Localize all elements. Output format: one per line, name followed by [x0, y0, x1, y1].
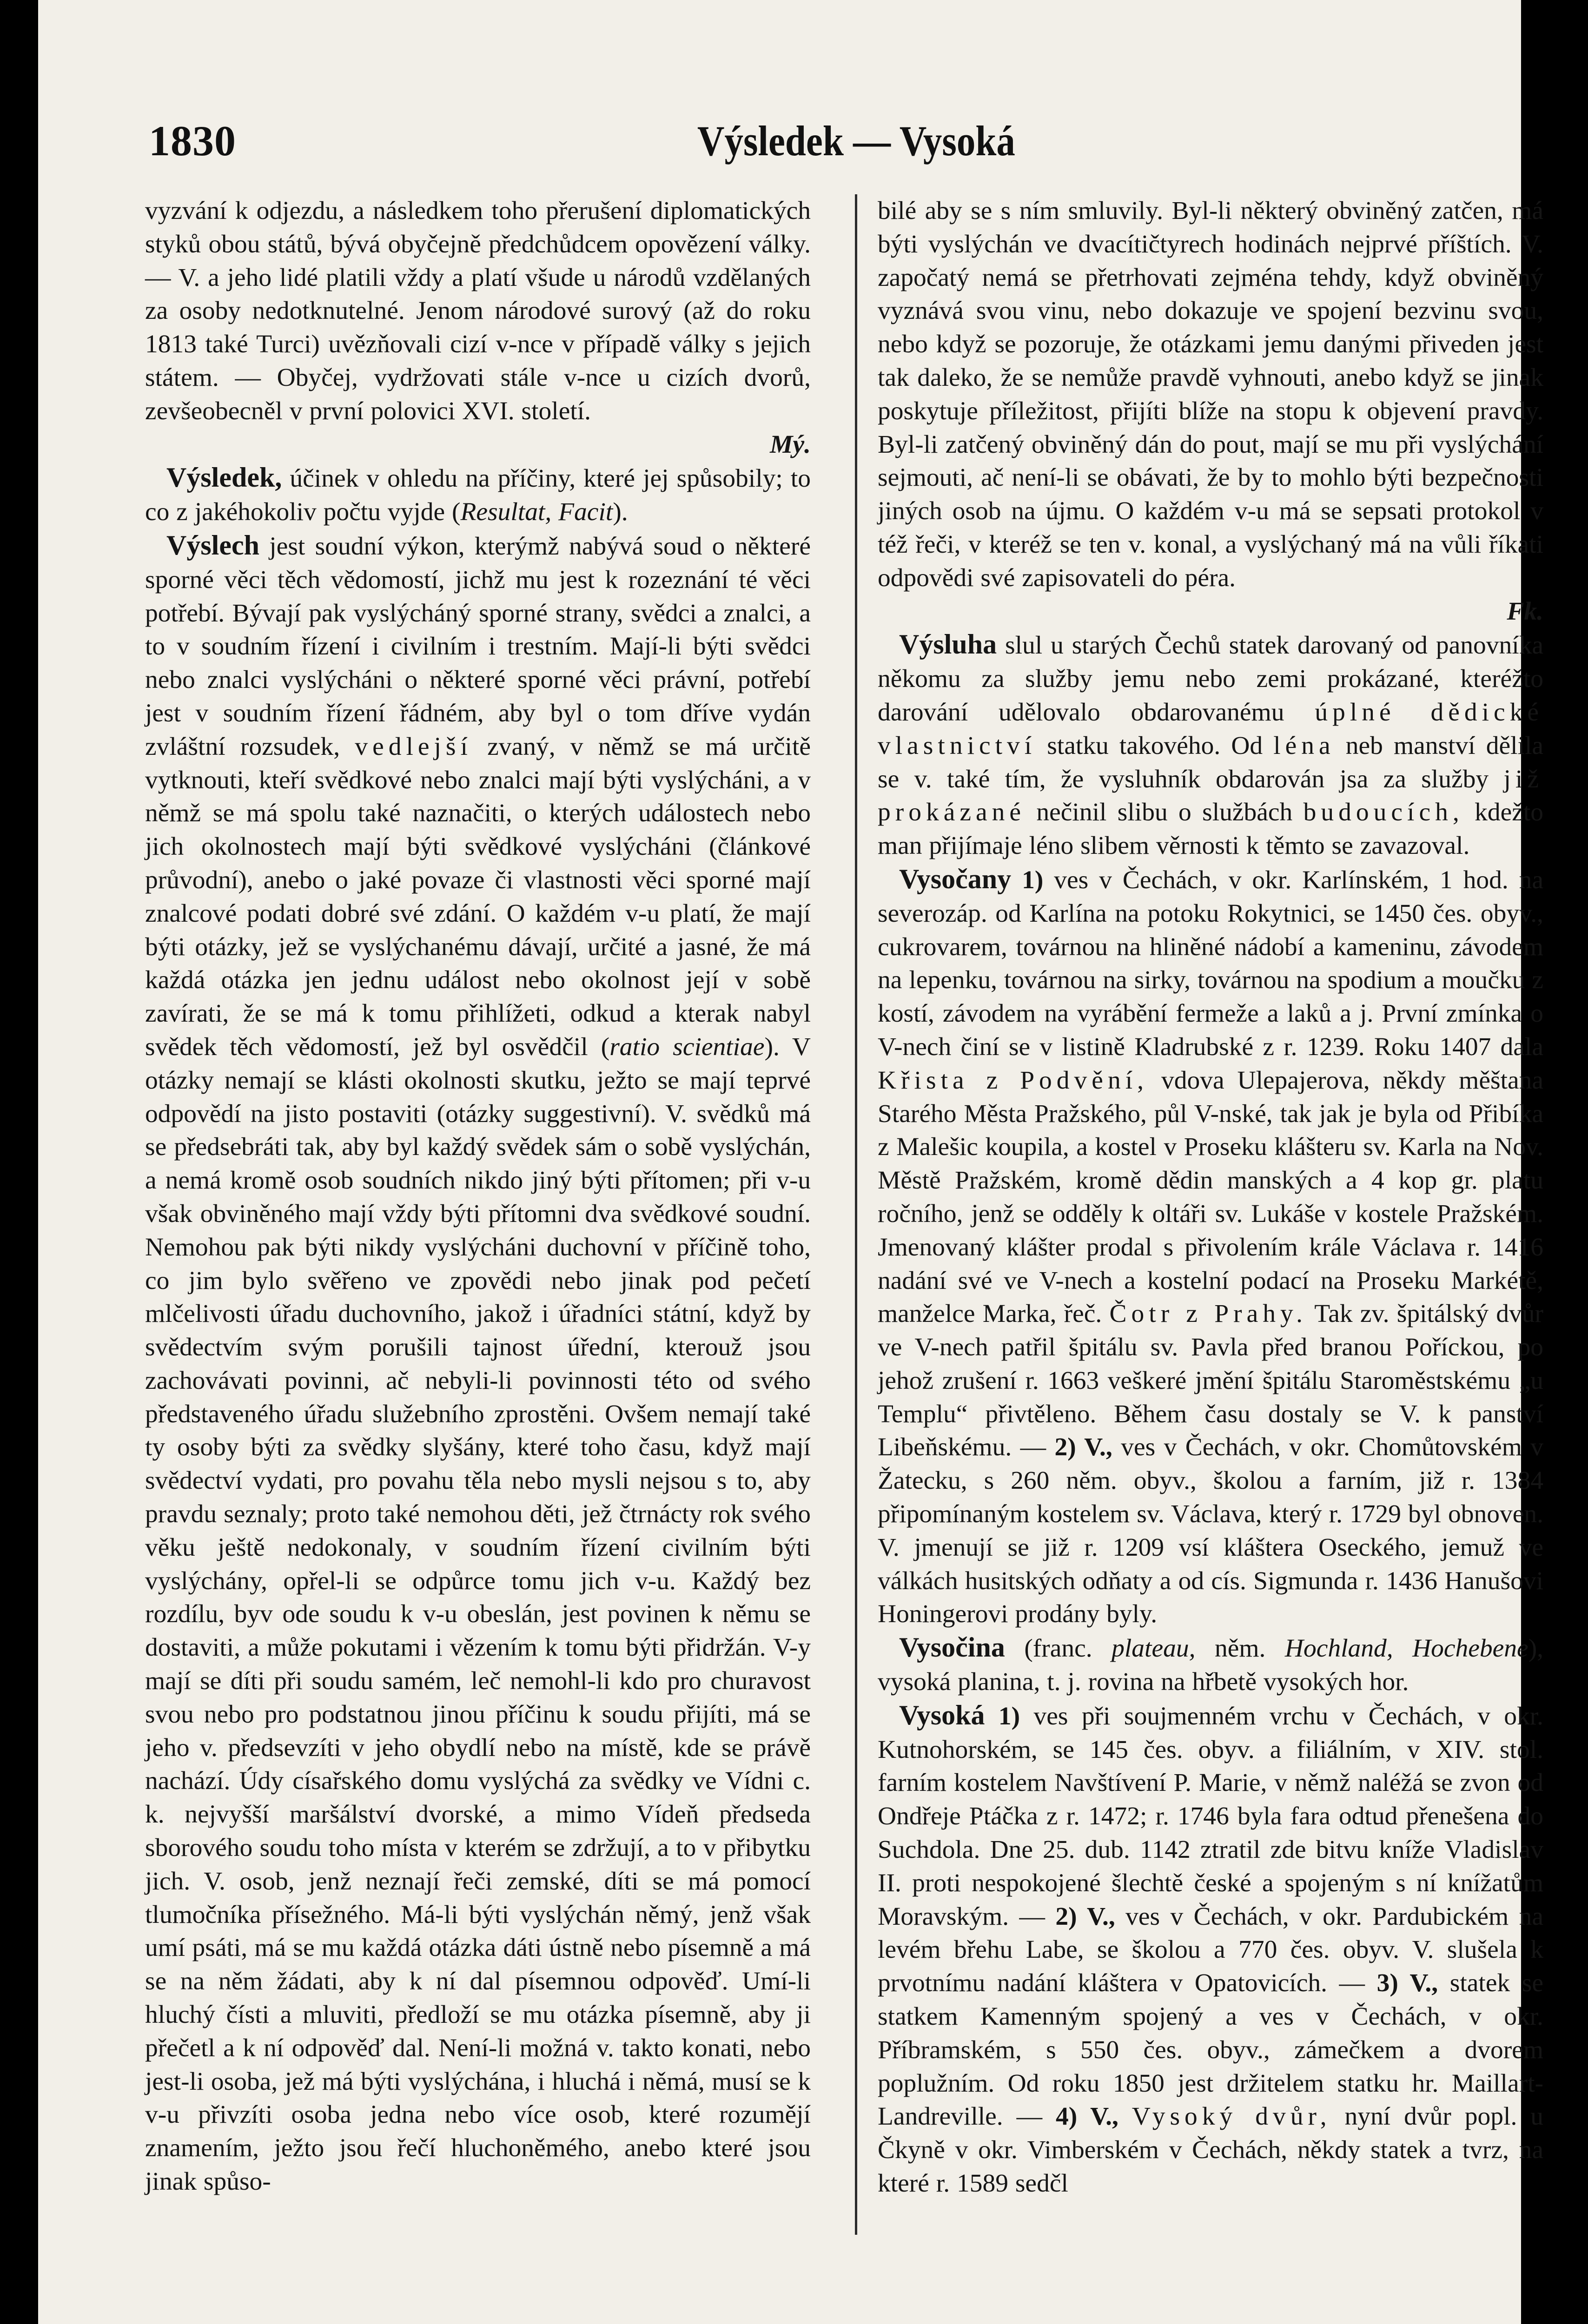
- entry-vyslech: [145, 529, 811, 2199]
- entry-text: bilé aby se s ním smluvily. Byl-li některý obviněný zatčen, má býti vyslýchán ve dvacítičtyrech hodinách nejprvé příštích. V. započatý nemá se přetrhovati zejména tehdy, když obviněný vyznává svou vinu, nebo dokazuje ve spojení bezvinu svou, nebo když se pozoruje, že otázkami jemu danými přiveden jest tak daleko, že se nemůže pravdě vyhnouti, anebo když se jinak poskytuje příležitost, přijíti blíže na stopu k objevení pravdy. Byl-li zatčený obviněný dán do pout, mají se mu při vyslýchání sejmouti, ač není-li se obávati, že by to mohlo býti bezpečnosti jiných osob na újmu. O každém v-u má se sepsati protokol v též řeči, v kteréž se ten v. konal, a vyslýchaný má na vůli říkati odpovědi své zapisovateli do péra.: [878, 197, 1543, 592]
- right-column: [878, 194, 1543, 2200]
- headword: Výslech: [166, 529, 259, 561]
- foreign-term: ratio scientiae: [609, 1032, 765, 1061]
- entry-text: něm.: [1214, 1634, 1266, 1663]
- entry-vysocany: [878, 863, 1543, 1631]
- entry-text: ).: [613, 498, 628, 527]
- scan-left-border: [0, 0, 38, 2324]
- running-title: Výsledek — Vysoká: [697, 117, 1015, 165]
- entry-continuation: [878, 194, 1543, 628]
- headword: Výsluha: [899, 629, 997, 660]
- entry-text: neb manství dělila se v. také tím, že vysluhník obdarován jsa za služby: [878, 731, 1544, 793]
- spaced-emphasis: budoucích,: [1303, 798, 1464, 827]
- entry-text: ). V otázky nemají se klásti okolnosti skutku, ježto se mají teprvé odpovědí na jisto postaviti (otázky suggestivní). V. svědků má se předsebráti tak, aby byl každý svědek sám o sobě vyslýchán, a nemá kromě osob soudních nikdo jiný býti přítomen; při v-u však obviněného mají vždy býti přítomni dva svědkové soudní. Nemohou pak býti nikdy vyslýcháni duchovní v příčině toho, co jim bylo svěřeno ve zpovědi nebo jinak pod pečetí mlčelivosti úřadu duchovního, jakož i úřadníci státní, když by svědectvím svým porušili tajnost úřední, kterouž jsou zachovávati povinni, ač nebyli-li povinnosti této od svého představeného úřadu služebního zprostěni. Ovšem nemají také ty osoby býti za svědky slyšány, které toho času, když mají svědectví vydati, pro povahu těla nebo mysli nejsou s to, aby pravdu seznaly; proto také nemohou děti, jež čtrnácty rok svého věku ještě nedokonaly, v soudním řízení civilním býti vyslýchány, opřel-li se odpůrce tomu jich v-u. Každý bez rozdílu, byv ode soudu k v-u obeslán, jest povinen k němu se dostaviti, a může pokutami i vězením k tomu býti přidržán. V-y mají se díti při soudu samém, leč nemohl-li kdo pro churavost svou nebo pro podstatnou jinou příčinu k soudu přijíti, má se jeho v. předsevzíti v jeho obydlí nebo na místě, kde se právě nachází. Údy císařského domu vyslýchá za svědky ve Vídni c. k. nejvyšší maršálství dvorské, a mimo Vídeň předseda sborového soudu toho místa v kterém se zdržují, a to v přibytku jich. V. osob, jenž neznají řeči zemské, díti se má pomocí tlumočníka přísežného. Má-li býti vyslýchán němý, jenž však umí psáti, má se mu každá otázka dáti ústně nebo písemně a má se na něm žádati, aby k ní dal písemnou odpověď. Umí-li hluchý čísti a mluviti, předloží se mu otázka písemně, aby ji přečetl a k ní odpověď dal. Není-li možná v. takto konati, nebo jest-li osoba, jež má býti vyslýchána, i hluchá i němá, musí se k v-u přivzíti osoba jedna nebo více osob, které rozumějí znamením, ježto jsou řečí hluchoněmého, anebo které jsou jinak spůso-: [145, 1032, 811, 2196]
- entry-vysocina: [878, 1631, 1543, 1699]
- headword: Vysoká: [899, 1699, 985, 1730]
- spaced-emphasis: Čotr z Prahy.: [1109, 1300, 1308, 1328]
- page-number: 1830: [149, 117, 236, 165]
- author-signature: Fk.: [1507, 597, 1543, 626]
- entry-text: ves při soujmenném vrchu v Čechách, v okr. Kutnohorském, se 145 čes. obyv. a filiálním, v XIV. stol. farním kostelem Navštívení P. Marie, v němž naléžá se zvon od Ondřeje Ptáčka z r. 1472; r. 1746 byla fara odtud přenešena do Suchdola. Dne 25. dub. 1142 ztratil zde bitvu knížе Vladislav II. proti nespokojené šlechtě české a spojeným s ní knížatům Moravským. —: [878, 1702, 1543, 1931]
- sense-number: 2) V.,: [1055, 1902, 1115, 1931]
- spaced-emphasis: Křista z Podvění,: [878, 1066, 1148, 1095]
- entry-text: účinek v ohledu na příčiny, které jej spůsobily; to co z jakéhokoliv počtu vyjde (: [145, 464, 811, 527]
- entry-text: ves v Čechách, v okr. Chomůtovském v Žatecku, s 260 něm. obyv., školou a farním, již r. 1384 připomínaným kostelem sv. Václava, který r. 1729 byl obnoven. V. jmenují se již r. 1209 vsí kláštera Oseckého, jemuž ve válkách husitských odňaty a od cís. Sigmunda r. 1436 Hanušovi Honingerovi prodány byly.: [878, 1433, 1544, 1629]
- entry-continuation: [145, 194, 811, 461]
- author-signature: Mý.: [770, 430, 811, 459]
- entry-text: kdežto man přijímaje léno slibem věrnosti k těmto se zavazoval.: [878, 798, 1544, 860]
- headword: Vysočany: [899, 863, 1012, 894]
- entry-text: nečinil slibu o službách: [1036, 798, 1293, 827]
- entry-text: zvaný, v němž se má určitě vytknouti, kteří svědkové nebo znalci mají býti vyslýcháni, a v němž se má spolu také naznačiti, o kterých událostech nebo jich okolnostech mají býti svědkové vyslýcháni (článkové průvodní), anebo o jaké povaze či vlastnosti věci sporné mají znalcové podati dobré své zdání. O každém v-u platí, že mají býti otázky, jež se vyslýchanému dávají, určité a jasné, že má každá otázka jen jednu událost nebo okolnost její v sobě zavírati, že se má k tomu přihlížeti, odkud a kterak nabyl svědek těch vědomostí, jež byl osvědčil (: [145, 732, 811, 1061]
- column-divider: [855, 194, 857, 2235]
- entry-text: statek se statkem Kamenným spojený a ves v Čechách, v okr. Příbramském, s 550 čes. obyv., zámečkem a dvorem poplužním. Od roku 1850 jest držitelem statku hr. Maillart-Landreville. —: [878, 1969, 1544, 2131]
- entry-text: (franc.: [1024, 1634, 1092, 1663]
- spaced-emphasis: úplné dědické vlastnictví: [878, 698, 1544, 760]
- entry-vysluha: [878, 628, 1543, 863]
- entry-text: statku takového. Od: [1047, 731, 1263, 760]
- headword: Vysočina: [899, 1632, 1005, 1663]
- spaced-emphasis: již prokázané: [878, 765, 1543, 827]
- entry-text: jest soudní výkon, kterýmž nabývá soud o některé sporné věci těch vědomostí, jichž mu jest k rozeznání té věci potřebí. Bývají pak vyslýcháný sporné strany, svědci a znalci, a to v soudním řízení i civilním i trestním. Mají-li býti svědci nebo znalci vyslýcháni o některé sporné věci právní, potřebí jest v soudním řízení řádném, aby byl o tom dříve vydán zvláštní rozsudek,: [145, 532, 811, 761]
- entry-text: nyní dvůr popl. u Čkyně v okr. Vimberském v Čechách, někdy statek a tvrz, na které r. 1589 sedčl: [878, 2102, 1543, 2198]
- entry-text: vdova Ulepajerova, někdy měštana Starého Města Pražského, půl V-nské, tak jak je byla od Přibíka z Malešic koupila, a kostel v Proseku klášteru sv. Karla na Nov. Městě Pražském, kromě dědin manských a 4 kop gr. platu ročního, jenž se odděly k oltáři sv. Lukáše v kostele Pražském. Jmenovaný klášter prodal s přivolením krále Václava r. 1416 nadání své ve V-nech a kostelní podací na Proseku Markétě, manželce Marka, řeč.: [878, 1066, 1544, 1328]
- foreign-term: Hochland, Hochebene: [1284, 1634, 1528, 1663]
- encyclopedia-page: [38, 0, 1555, 2324]
- spaced-emphasis: vedlejší: [355, 732, 472, 761]
- entry-vysledek: [145, 461, 811, 529]
- sense-number: 1): [998, 1702, 1020, 1730]
- entry-text: ves v Čechách, v okr. Karlínském, 1 hod. na severozáp. od Karlína na potoku Rokytnici, se 1450 čes. obyv., cukrovarem, továrnou na hliněné nádobí a kameninu, závodem na lepenku, továrnou na sirky, továrnou na spodium a moučku z kostí, závodem na vyrábění fermeže a laků a j. První zmínka o V-nech činí se v listině Kladrubské z r. 1239. Roku 1407 dala: [878, 865, 1544, 1061]
- entry-text: Tak zv. špitálský dvůr ve V-nech patřil špitálu sv. Pavla před branou Poříckou, po jehož zrušení r. 1663 veškeré jmění špitálu Staroměstskému „u Templu“ přivtěleno. Během času dostaly se V. k panství Libeňskému. —: [878, 1300, 1544, 1462]
- page-header: [149, 116, 1529, 172]
- foreign-term: Resultat, Facit: [460, 498, 613, 527]
- sense-number: 4) V.,: [1056, 2102, 1118, 2131]
- entry-text: vyzvání k odjezdu, a následkem toho přerušení diplomatických styků obou států, bývá obyčejně předchůdcem opovězení války. — V. a jeho lidé platili vždy a platí všude u národů vzdělaných za osoby nedotknutelné. Jenom národové surový (až do roku 1813 také Turci) uvězňovali cizí v-nce v případě války s jejich státem. — Obyčej, vydržovati stále v-nce u cizích dvorů, zevšeobecněl v první polovici XVI. století.: [145, 197, 811, 425]
- sense-number: 2) V.,: [1054, 1433, 1112, 1462]
- foreign-term: plateau,: [1112, 1634, 1196, 1663]
- entry-text: ), vysoká planina, t. j. rovina na hřbetě vysokých hor.: [878, 1634, 1544, 1697]
- entry-text: slul u starých Čechů statek darovaný od panovníka někomu za služby jemu nebo zemi prokázané, kteréžto darování udělovalo obdarovanému: [878, 631, 1544, 726]
- headword: Výsledek,: [166, 462, 282, 493]
- entry-text: ves v Čechách, v okr. Pardubickém na levém břehu Labe, se školou a 770 čes. obyv. V. slušela k prvotnímu nadání kláštera v Opatovicích. —: [878, 1902, 1543, 1998]
- sense-number: 1): [1022, 865, 1044, 894]
- left-column: [145, 194, 811, 2199]
- sense-number: 3) V.,: [1376, 1969, 1438, 1998]
- spaced-emphasis: léna: [1273, 731, 1335, 760]
- spaced-emphasis: Vysoký dvůr,: [1131, 2102, 1331, 2131]
- entry-vysoka: [878, 1699, 1543, 2200]
